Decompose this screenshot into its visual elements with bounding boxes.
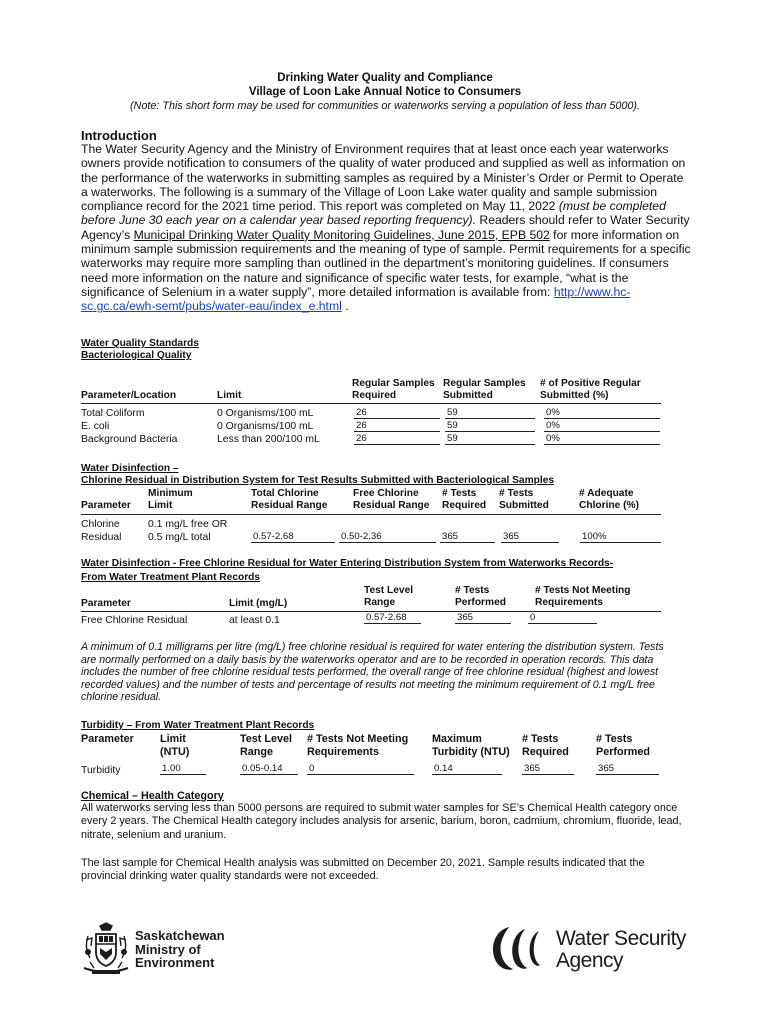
d2-col-parameter: Parameter bbox=[81, 598, 131, 609]
d1-param-b: Residual bbox=[81, 532, 122, 543]
bact-col-submitted: Regular Samples Submitted bbox=[443, 378, 526, 401]
d1-col-adeq-a: # Adequate bbox=[579, 488, 634, 499]
free-chlorine-note: A minimum of 0.1 milligrams per litre (mg/L) free chlorine residual is required for water entering the distribution system. Tests are normally performed on a daily basis by the waterworks operator and are to be recorded in operation records. This data includes the number of free chlorine residual tests performed, the overall range of free chlorine residual (highest and lowest recorded values) and the number of tests and percentage of results not meeting the minimum requirement of 0.1 mg/L free chlorine residual. bbox=[81, 641, 664, 704]
bact-param: Background Bacteria bbox=[81, 434, 178, 445]
intro-heading: Introduction bbox=[81, 128, 157, 143]
d1-limit-a: 0.1 mg/L free OR bbox=[148, 519, 228, 530]
t-col-notmeet-b: Requirements bbox=[307, 746, 379, 758]
bact-param: E. coli bbox=[81, 421, 110, 432]
t-not-meeting: 0 bbox=[307, 763, 414, 775]
turbidity-heading: Turbidity – From Water Treatment Plant Records bbox=[81, 720, 315, 731]
t-col-perf-a: # Tests bbox=[596, 733, 633, 745]
standards-heading: Water Quality Standards bbox=[81, 338, 199, 349]
d1-adequate-chlorine: 100% bbox=[580, 531, 661, 543]
d1-col-free-a: Free Chlorine bbox=[353, 488, 419, 499]
bact-header-rule bbox=[81, 403, 661, 404]
d1-col-free-b: Residual Range bbox=[353, 500, 430, 511]
d1-col-min-a: Minimum bbox=[148, 488, 193, 499]
t-max: 0.14 bbox=[432, 763, 502, 775]
intro-text-1: The Water Security Agency and the Ministry of Environment requires that at least once each year waterworks owners provide notification to consumers of the quality of water produced and supplied as well as information on the performance of the waterworks in submitting samples as required by a Minister’s Order or Permit to Operate a waterworks. The following is a summary of the Village of Loon Lake water quality and sample submission compliance record for the 2021 time period. This report was completed on May 11, 2022 bbox=[81, 142, 686, 214]
d1-col-min-b: Limit bbox=[148, 500, 173, 511]
chemical-heading: Chemical – Health Category bbox=[81, 790, 224, 802]
bact-submitted: 59 bbox=[445, 420, 535, 432]
ministry-line-2: Ministry of bbox=[135, 941, 201, 957]
t-col-range-b: Range bbox=[240, 746, 273, 758]
intro-text-3: for more information on minimum sample submission requirements and the meaning of type of sample. Permit requirements for a specific waterworks may require more sampling than outlined in the department’s monitoring guidelines. If consumers need more information on the nature and significance of specific water tests, for example, “what is the significance of Selenium in a water supply”, more detailed information is available from: bbox=[81, 227, 691, 299]
d2-tests-performed: 365 bbox=[455, 612, 511, 624]
bact-positive: 0% bbox=[544, 420, 660, 432]
t-required: 365 bbox=[522, 763, 574, 775]
d2-col-limit: Limit (mg/L) bbox=[229, 598, 288, 609]
d1-tests-submitted: 365 bbox=[501, 531, 559, 543]
bact-required: 26 bbox=[354, 433, 440, 445]
intro-italic-note: (must be completed before June 30 each year on a calendar year based reporting frequency). bbox=[81, 199, 666, 228]
free-chlorine-entering-heading: Water Disinfection - Free Chlorine Residual for Water Entering Distribution System from Waterworks Records- bbox=[81, 558, 614, 569]
d1-col-req-b: Required bbox=[442, 500, 487, 511]
bact-limit: 0 Organisms/100 mL bbox=[217, 408, 314, 419]
bact-col-required: Regular Samples Required bbox=[352, 378, 435, 401]
d2-limit: at least 0.1 bbox=[229, 615, 280, 626]
disinfection-heading: Water Disinfection – bbox=[81, 463, 179, 474]
d1-col-sub-b: Submitted bbox=[499, 500, 549, 511]
bact-submitted: 59 bbox=[445, 433, 535, 445]
t-limit: 1.00 bbox=[160, 763, 206, 775]
t-col-range-a: Test Level bbox=[240, 733, 293, 745]
water-security-wave-icon bbox=[487, 923, 555, 973]
d2-col-perf-a: # Tests bbox=[455, 585, 490, 596]
bact-col-positive: # of Positive Regular Submitted (%) bbox=[540, 378, 641, 401]
document-subtitle: Village of Loon Lake Annual Notice to Consumers bbox=[248, 86, 522, 98]
d1-col-req-a: # Tests bbox=[442, 488, 477, 499]
wsa-line-2: Agency bbox=[556, 949, 624, 972]
d1-col-total-b: Residual Range bbox=[251, 500, 328, 511]
wsa-line-1: Water Security bbox=[556, 927, 686, 950]
d1-header-rule bbox=[81, 514, 661, 515]
health-canada-link[interactable]: http://www.hc-sc.gc.ca/ewh-semt/pubs/water-eau/index_e.html bbox=[81, 284, 631, 314]
d1-col-parameter: Parameter bbox=[81, 500, 131, 511]
document-title: Drinking Water Quality and Compliance bbox=[277, 72, 493, 84]
t-range: 0.05-0.14 bbox=[240, 763, 298, 775]
d2-param: Free Chlorine Residual bbox=[81, 615, 188, 626]
intro-text-2: Readers should refer to Water Security Agency’s bbox=[81, 213, 690, 242]
d1-tests-required: 365 bbox=[440, 531, 495, 543]
bacteriological-heading: Bacteriological Quality bbox=[81, 350, 192, 361]
d2-col-notmeet-b: Requirements bbox=[535, 597, 603, 608]
d1-col-total-a: Total Chlorine bbox=[251, 488, 319, 499]
t-col-max-a: Maximum bbox=[432, 733, 482, 745]
t-col-limit-a: Limit bbox=[160, 733, 186, 745]
water-security-logo-text bbox=[556, 928, 686, 972]
intro-text-end: . bbox=[341, 299, 349, 314]
bact-param: Total Coliform bbox=[81, 408, 145, 419]
bact-positive: 0% bbox=[544, 433, 660, 445]
t-col-req-b: Required bbox=[522, 746, 569, 758]
bact-submitted: 59 bbox=[445, 407, 535, 419]
t-col-limit-b: (NTU) bbox=[160, 746, 190, 758]
guidelines-link[interactable]: Municipal Drinking Water Quality Monitoring Guidelines, June 2015, EPB 502 bbox=[133, 227, 550, 242]
t-col-req-a: # Tests bbox=[522, 733, 559, 745]
chemical-paragraph-1: All waterworks serving less than 5000 persons are required to submit water samples for SE’s Chemical Health category once every 2 years. The Chemical Health category includes analysis for arsenic, barium, boron, cadmium, chromium, fluoride, lead, nitrate, selenium and uranium. bbox=[81, 802, 682, 841]
document-note: (Note: This short form may be used for communities or waterworks serving a population of less than 5000). bbox=[129, 100, 641, 112]
d2-col-notmeet-a: # Tests Not Meeting bbox=[535, 585, 631, 596]
d1-param-a: Chlorine bbox=[81, 519, 120, 530]
ministry-line-3: Environment bbox=[135, 955, 215, 970]
chemical-paragraph-2: The last sample for Chemical Health analysis was submitted on December 20, 2021. Sample results indicated that the provincial drinking water quality standards were not exceeded. bbox=[81, 857, 645, 883]
d2-tests-not-meeting: 0 bbox=[528, 612, 597, 624]
bact-col-limit: Limit bbox=[217, 390, 242, 401]
t-col-parameter: Parameter bbox=[81, 733, 134, 745]
saskatchewan-crest-icon bbox=[80, 922, 132, 982]
bact-limit: 0 Organisms/100 mL bbox=[217, 421, 314, 432]
d2-range: 0.57-2.68 bbox=[364, 612, 421, 624]
bact-positive: 0% bbox=[544, 407, 660, 419]
d2-col-perf-b: Performed bbox=[455, 597, 506, 608]
t-col-perf-b: Performed bbox=[596, 746, 651, 758]
intro-paragraph bbox=[81, 142, 692, 314]
bact-limit: Less than 200/100 mL bbox=[217, 434, 320, 445]
t-col-max-b: Turbidity (NTU) bbox=[432, 746, 510, 758]
d1-col-adeq-b: Chlorine (%) bbox=[579, 500, 639, 511]
bact-col-parameter: Parameter/Location bbox=[81, 390, 177, 401]
t-param: Turbidity bbox=[81, 765, 121, 776]
treatment-plant-heading: From Water Treatment Plant Records bbox=[81, 572, 261, 583]
t-performed: 365 bbox=[596, 763, 659, 775]
d2-col-range-b: Range bbox=[364, 597, 396, 608]
t-col-notmeet-a: # Tests Not Meeting bbox=[307, 733, 409, 745]
d1-total-range: 0.57-2.68 bbox=[251, 531, 335, 543]
chlorine-distribution-heading: Chlorine Residual in Distribution System for Test Results Submitted with Bacteriological Samples bbox=[81, 475, 555, 486]
ministry-line-1: Saskatchewan bbox=[135, 928, 225, 943]
bact-required: 26 bbox=[354, 420, 440, 432]
d1-free-range: 0.50-2.36 bbox=[339, 531, 436, 543]
d2-col-range-a: Test Level bbox=[364, 585, 414, 596]
d1-limit-b: 0.5 mg/L total bbox=[148, 532, 211, 543]
bact-required: 26 bbox=[354, 407, 440, 419]
d1-col-sub-a: # Tests bbox=[499, 488, 534, 499]
ministry-logo-text bbox=[135, 929, 225, 970]
